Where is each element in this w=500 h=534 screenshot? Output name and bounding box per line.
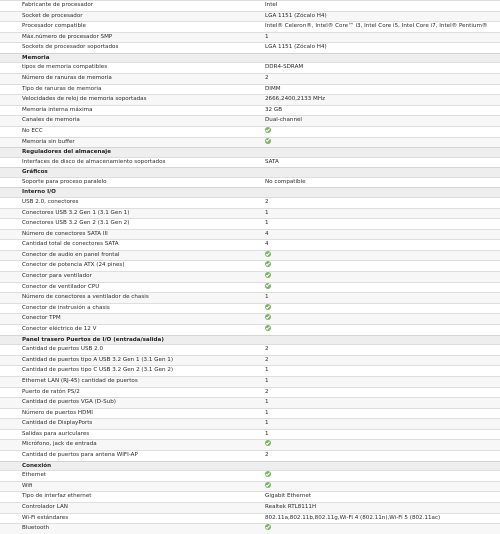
spec-value: DDR4-SDRAM: [265, 64, 304, 71]
spec-value: Realtek RTL8111H: [265, 503, 317, 510]
spec-label: Máx.número de procesador SMP: [22, 33, 113, 40]
spec-value: Intel® Celeron®, Intel® Core™ i3, Intel Core i5, Intel Core i7, Intel® Pentium®: [265, 23, 488, 30]
spec-row: [0, 502, 500, 513]
spec-value: 1: [265, 294, 269, 301]
spec-value: [265, 471, 496, 481]
spec-label: Conector TPM: [22, 315, 61, 322]
spec-value: 1: [265, 367, 269, 374]
spec-label: Conector de audio en panel frontal: [22, 251, 120, 258]
spec-value: 2666,2400,2133 MHz: [265, 96, 326, 103]
check-icon: [265, 251, 271, 257]
spec-value: 2: [265, 75, 269, 82]
spec-row: [0, 491, 500, 502]
spec-row: [0, 229, 500, 240]
spec-row: [0, 271, 500, 282]
spec-label: Controlador LAN: [22, 503, 68, 510]
check-icon: [265, 482, 271, 488]
spec-label: Tipo de interfaz ethernet: [22, 493, 92, 500]
spec-row: [0, 387, 500, 398]
spec-label: Conectores USB 3.2 Gen 2 (3.1 Gen 2): [22, 220, 130, 227]
spec-label: Ethernet LAN (RJ-45) cantidad de puertos: [22, 377, 138, 384]
spec-row: [0, 239, 500, 250]
spec-label: Velocidades de reloj de memoria soportadas: [22, 96, 147, 103]
spec-row: [0, 376, 500, 387]
spec-label: Número de puertos HDMI: [22, 409, 93, 416]
spec-label: Cantidad de puertos tipo A USB 3.2 Gen 1 (3.1 Gen 1): [22, 356, 174, 363]
spec-label: USB 2.0, conectores: [22, 198, 79, 205]
section-header: Gráficos: [0, 167, 500, 177]
spec-label: Socket de procesador: [22, 12, 83, 19]
spec-row: [0, 344, 500, 355]
spec-row: [0, 450, 500, 461]
check-icon: [265, 127, 271, 133]
spec-row: [0, 324, 500, 335]
spec-value: 32 GB: [265, 106, 283, 113]
spec-label: Micrófono, jack de entrada: [22, 441, 97, 448]
spec-value: 4: [265, 241, 269, 248]
spec-value: 2: [265, 198, 269, 205]
spec-label: Conector eléctrico de 12 V: [22, 326, 97, 333]
check-icon: [265, 304, 271, 310]
spec-row: [0, 197, 500, 208]
spec-row: [0, 355, 500, 366]
spec-value: LGA 1151 (Zócalo H4): [265, 12, 327, 19]
spec-label: Cantidad de puertos USB 2.0: [22, 346, 104, 353]
spec-row: [0, 105, 500, 116]
check-icon: [265, 440, 271, 446]
spec-row: [0, 260, 500, 271]
spec-value: 1: [265, 420, 269, 427]
spec-label: Wifi: [22, 482, 33, 489]
spec-row: [0, 21, 500, 32]
section-header: Conexión: [0, 461, 500, 471]
spec-row: [0, 250, 500, 261]
spec-row: [0, 84, 500, 95]
spec-label: Wi-Fi estándares: [22, 514, 69, 521]
spec-label: Cantidad de DisplayPorts: [22, 420, 93, 427]
spec-row: [0, 282, 500, 293]
spec-label: Procesador compatible: [22, 23, 87, 30]
spec-label: Número de conectores SATA III: [22, 230, 108, 237]
spec-row: [0, 313, 500, 324]
spec-section-panel-trasero-puertos-de-i-o-entrada-sal: [0, 335, 500, 461]
spec-label: Sockets de procesador soportados: [22, 44, 119, 51]
spec-row: [0, 218, 500, 229]
spec-value: [265, 325, 496, 335]
check-icon: [265, 325, 271, 331]
spec-value: [265, 304, 496, 314]
spec-label: Memoria interna máxima: [22, 106, 93, 113]
spec-label: Cantidad total de conectores SATA: [22, 241, 119, 248]
spec-value: [265, 261, 496, 271]
spec-value: No compatible: [265, 178, 306, 185]
spec-value: [265, 524, 496, 534]
spec-label: Ethernet: [22, 472, 47, 479]
spec-label: Canales de memoria: [22, 117, 80, 124]
spec-value: 2: [265, 356, 269, 363]
spec-label: Bluetooth: [22, 525, 50, 532]
spec-value: [265, 127, 496, 137]
spec-row: [0, 115, 500, 126]
spec-value: 2: [265, 388, 269, 395]
spec-row: [0, 481, 500, 492]
spec-row: [0, 303, 500, 314]
check-icon: [265, 138, 271, 144]
spec-label: Fabricante de procesador: [22, 2, 94, 8]
spec-row: [0, 157, 500, 168]
spec-value: [265, 314, 496, 324]
check-icon: [265, 524, 271, 530]
section-header: Memoria: [0, 53, 500, 63]
spec-row: [0, 429, 500, 440]
spec-value: 1: [265, 33, 269, 40]
spec-label: Interfaces de disco de almacenamiento soportados: [22, 158, 166, 165]
check-icon: [265, 471, 271, 477]
spec-label: Número de ranuras de memoria: [22, 75, 112, 82]
spec-label: Conector de ventilador CPU: [22, 283, 100, 290]
spec-label: Conector para ventilador: [22, 273, 92, 280]
spec-section-memoria: [0, 53, 500, 147]
spec-value: Gigabit Ethernet: [265, 493, 312, 500]
spec-row: [0, 42, 500, 53]
spec-value: Dual-channel: [265, 117, 302, 124]
spec-value: [265, 283, 496, 293]
spec-row: [0, 177, 500, 188]
check-icon: [265, 272, 271, 278]
spec-value: LGA 1151 (Zócalo H4): [265, 44, 327, 51]
spec-value: 1: [265, 409, 269, 416]
spec-value: 1: [265, 377, 269, 384]
section-header: Reguladores del almacenaje: [0, 147, 500, 157]
spec-row: [0, 292, 500, 303]
spec-value: 4: [265, 230, 269, 237]
spec-value: [265, 251, 496, 261]
section-header: Panel trasero Puertos de I/O (entrada/salida): [0, 335, 500, 345]
spec-value: 1: [265, 399, 269, 406]
spec-row: [0, 513, 500, 524]
spec-label: Conectores USB 3.2 Gen 1 (3.1 Gen 1): [22, 209, 130, 216]
spec-row: [0, 408, 500, 419]
spec-row: [0, 62, 500, 73]
spec-row: [0, 523, 500, 534]
spec-row: [0, 418, 500, 429]
spec-row: [0, 470, 500, 481]
spec-row: [0, 397, 500, 408]
spec-value: [265, 482, 496, 492]
spec-label: Soporte para proceso paralelo: [22, 178, 107, 185]
spec-value: 802.11a,802.11b,802.11g,Wi-Fi 4 (802.11n),Wi-Fi 5 (802.11ac): [265, 514, 441, 521]
spec-label: Cantidad de puertos para antena WIFI-AP: [22, 452, 138, 459]
spec-row: [0, 126, 500, 137]
spec-section-conexion: [0, 461, 500, 534]
spec-row: [0, 137, 500, 148]
spec-value: [265, 440, 496, 450]
check-icon: [265, 314, 271, 320]
spec-value: 1: [265, 220, 269, 227]
spec-row: [0, 439, 500, 450]
spec-label: No ECC: [22, 128, 43, 135]
spec-row: [0, 0, 500, 11]
spec-label: Conector de potencia ATX (24 pines): [22, 262, 125, 269]
spec-label: Número de conectores a ventilador de chasis: [22, 294, 149, 301]
spec-label: tipos de memoria compatibles: [22, 64, 108, 71]
spec-value: [265, 272, 496, 282]
spec-label: Puerto de ratón PS/2: [22, 388, 80, 395]
spec-value: 1: [265, 209, 269, 216]
spec-label: Salidas para auriculares: [22, 430, 90, 437]
spec-label: Cantidad de puertos VGA (D-Sub): [22, 399, 116, 406]
spec-value: [265, 138, 496, 148]
section-header: Interno I/O: [0, 187, 500, 197]
spec-row: [0, 94, 500, 105]
spec-label: Cantidad de puertos tipo C USB 3.2 Gen 2 (3.1 Gen 2): [22, 367, 174, 374]
spec-row: [0, 73, 500, 84]
spec-section-interno-i-o: [0, 187, 500, 334]
spec-row: [0, 208, 500, 219]
spec-value: 2: [265, 452, 269, 459]
spec-row: [0, 11, 500, 22]
spec-value: 2: [265, 346, 269, 353]
spec-row: [0, 32, 500, 43]
spec-label: Memoria sin buffer: [22, 138, 75, 145]
spec-value: 1: [265, 430, 269, 437]
spec-row: [0, 365, 500, 376]
spec-value: SATA: [265, 158, 279, 165]
check-icon: [265, 261, 271, 267]
spec-label: Tipo de ranuras de memoria: [22, 85, 102, 92]
check-icon: [265, 283, 271, 289]
spec-section-reguladores-del-almacenaje: [0, 147, 500, 167]
spec-section-procesador: [0, 0, 500, 53]
spec-value: DIMM: [265, 85, 281, 92]
spec-section-graficos: [0, 167, 500, 187]
spec-value: Intel: [265, 2, 278, 8]
spec-label: Conector de instrusión a chasis: [22, 304, 110, 311]
